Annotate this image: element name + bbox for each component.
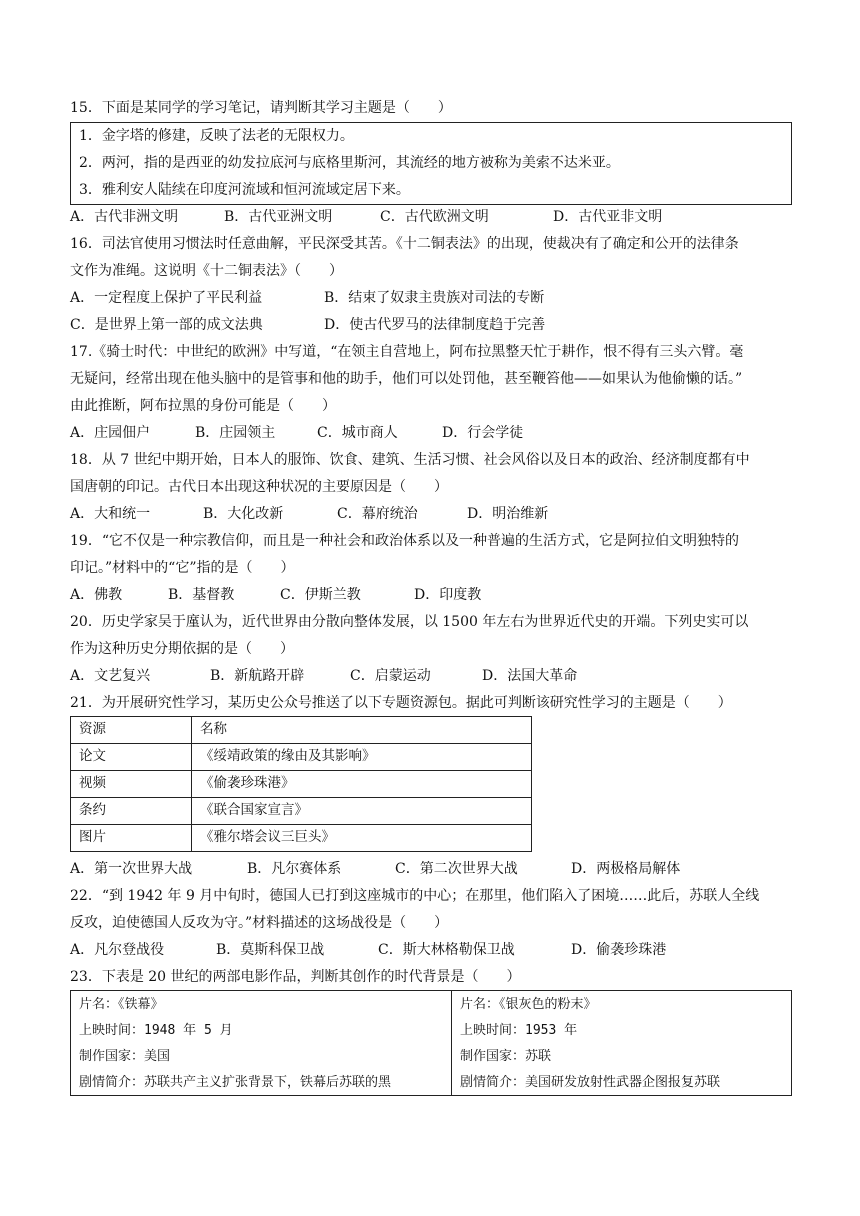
option-a[interactable]: A．凡尔登战役: [70, 942, 165, 958]
question-20-stem-line: 20．历史学家吴于廑认为，近代世界由分散向整体发展，以 1500 年左右为世界近代史的开端。下列史实可以: [70, 614, 749, 630]
question-18-stem-line: 18．从 7 世纪中期开始，日本人的服饰、饮食、建筑、生活习惯、社会风俗以及日本的政治、经济制度都有中: [70, 452, 750, 468]
option-b[interactable]: B．新航路开辟: [210, 668, 305, 684]
table-cell: 制作国家：苏联: [452, 1043, 792, 1069]
question-21-options: [70, 862, 680, 876]
table-cell: 论文: [71, 744, 192, 771]
table-cell: 《雅尔塔会议三巨头》: [192, 825, 532, 852]
table-row: [71, 1043, 792, 1069]
question-19-stem-line: 19．“它不仅是一种宗教信仰，而且是一种社会和政治体系以及一种普遍的生活方式，它是阿拉伯文明独特的: [70, 533, 739, 549]
option-a[interactable]: A．一定程度上保护了平民利益: [70, 290, 263, 306]
question-16-stem-line: 文作为准绳。这说明《十二铜表法》（ ）: [70, 263, 343, 279]
note-line: 3．雅利安人陆续在印度河流域和恒河流域定居下来。: [79, 182, 410, 198]
option-b[interactable]: B．基督教: [168, 587, 235, 603]
option-d[interactable]: D．印度教: [414, 587, 482, 603]
option-a[interactable]: A．佛教: [70, 587, 123, 603]
question-20-stem-line: 作为这种历史分期依据的是（ ）: [70, 641, 294, 657]
question-17-stem-line: 17.《骑士时代：中世纪的欧洲》中写道，“在领主自营地上，阿布拉黑整天忙于耕作，恨不得有三头六臂。毫: [70, 344, 744, 360]
table-cell: 制作国家：美国: [71, 1043, 452, 1069]
option-b[interactable]: B．古代亚洲文明: [224, 209, 333, 225]
question-16-options-row-2: [70, 318, 545, 332]
option-d[interactable]: D．古代亚非文明: [553, 209, 663, 225]
table-cell: 剧情简介：美国研发放射性武器企图报复苏联: [452, 1069, 792, 1096]
question-15-notes-box: [70, 122, 792, 205]
question-18-stem-line: 国唐朝的印记。古代日本出现这种状况的主要原因是（ ）: [70, 479, 448, 495]
question-15-stem: 15．下面是某同学的学习笔记，请判断其学习主题是（ ）: [70, 100, 452, 116]
table-header-cell: 资源: [71, 717, 192, 744]
option-c[interactable]: C．古代欧洲文明: [380, 209, 489, 225]
question-18-options: [70, 507, 548, 521]
table-row: [71, 991, 792, 1018]
option-c[interactable]: C．城市商人: [317, 425, 398, 441]
table-cell: 图片: [71, 825, 192, 852]
question-23-stem: 23．下表是 20 世纪的两部电影作品，判断其创作的时代背景是（ ）: [70, 969, 521, 985]
table-row: [71, 825, 532, 852]
question-19-options: [70, 588, 481, 602]
option-d[interactable]: D．法国大革命: [482, 668, 578, 684]
table-cell: 上映时间：1953 年: [452, 1017, 792, 1043]
option-c[interactable]: C．启蒙运动: [350, 668, 431, 684]
option-c[interactable]: C．伊斯兰教: [280, 587, 361, 603]
option-a[interactable]: A．文艺复兴: [70, 668, 151, 684]
option-c[interactable]: C．斯大林格勒保卫战: [378, 942, 515, 958]
table-header-cell: 名称: [192, 717, 532, 744]
table-cell: 《绥靖政策的缘由及其影响》: [192, 744, 532, 771]
question-23-film-table: [70, 990, 792, 1096]
table-cell: 片名：《银灰色的粉末》: [452, 991, 792, 1018]
option-c[interactable]: C．是世界上第一部的成文法典: [70, 317, 263, 333]
option-d[interactable]: D．两极格局解体: [571, 861, 681, 877]
option-d[interactable]: D．明治维新: [467, 506, 549, 522]
option-b[interactable]: B．凡尔赛体系: [247, 861, 342, 877]
table-cell: 条约: [71, 798, 192, 825]
table-row: [71, 1017, 792, 1043]
table-cell: 视频: [71, 771, 192, 798]
question-17-stem-line: 由此推断，阿布拉黑的身份可能是（ ）: [70, 398, 336, 414]
question-22-options: [70, 943, 666, 957]
question-17-options: [70, 426, 523, 440]
option-a[interactable]: A．庄园佃户: [70, 425, 151, 441]
table-row: [71, 771, 532, 798]
option-b[interactable]: B．莫斯科保卫战: [216, 942, 325, 958]
question-22-stem-line: 反攻，迫使德国人反攻为守。”材料描述的这场战役是（ ）: [70, 915, 449, 931]
option-c[interactable]: C．幕府统治: [337, 506, 418, 522]
question-16-options-row-1: [70, 291, 544, 305]
option-a[interactable]: A．第一次世界大战: [70, 861, 193, 877]
option-b[interactable]: B．大化改新: [203, 506, 284, 522]
question-21-stem: 21．为开展研究性学习，某历史公众号推送了以下专题资源包。据此可判断该研究性学习的主题是（ ）: [70, 695, 732, 711]
option-d[interactable]: D．偷袭珍珠港: [571, 942, 667, 958]
question-21-resource-table: [70, 716, 532, 852]
table-header-row: [71, 717, 532, 744]
question-19-stem-line: 印记。”材料中的“它”指的是（ ）: [70, 560, 295, 576]
question-16-stem-line: 16．司法官使用习惯法时任意曲解，平民深受其苦。《十二铜表法》的出现，使裁决有了确定和公开的法律条: [70, 236, 739, 252]
table-cell: 剧情简介：苏联共产主义扩张背景下，铁幕后苏联的黑: [71, 1069, 452, 1096]
option-c[interactable]: C．第二次世界大战: [395, 861, 518, 877]
question-20-options: [70, 669, 577, 683]
question-17-stem-line: 无疑问，经常出现在他头脑中的是管事和他的助手，他们可以处罚他，甚至鞭笞他——如果认为他偷懒的话。”: [70, 371, 743, 387]
option-b[interactable]: B．庄园领主: [195, 425, 276, 441]
table-row: [71, 798, 532, 825]
table-cell: 片名：《铁幕》: [71, 991, 452, 1018]
option-d[interactable]: D．行会学徒: [442, 425, 524, 441]
table-cell: 《联合国家宣言》: [192, 798, 532, 825]
note-line: 1．金字塔的修建，反映了法老的无限权力。: [79, 128, 354, 144]
option-d[interactable]: D．使古代罗马的法律制度趋于完善: [324, 317, 546, 333]
table-row: [71, 1069, 792, 1096]
note-line: 2．两河，指的是西亚的幼发拉底河与底格里斯河，其流经的地方被称为美索不达米亚。: [79, 155, 620, 171]
table-cell: 上映时间：1948 年 5 月: [71, 1017, 452, 1043]
option-b[interactable]: B．结束了奴隶主贵族对司法的专断: [324, 290, 545, 306]
option-a[interactable]: A．古代非洲文明: [70, 209, 179, 225]
question-15-options: [70, 210, 662, 224]
table-row: [71, 744, 532, 771]
question-22-stem-line: 22．“到 1942 年 9 月中旬时，德国人已打到这座城市的中心；在那里，他们陷入了困境……此后，苏联人全线: [70, 888, 760, 904]
table-cell: 《偷袭珍珠港》: [192, 771, 532, 798]
option-a[interactable]: A．大和统一: [70, 506, 151, 522]
